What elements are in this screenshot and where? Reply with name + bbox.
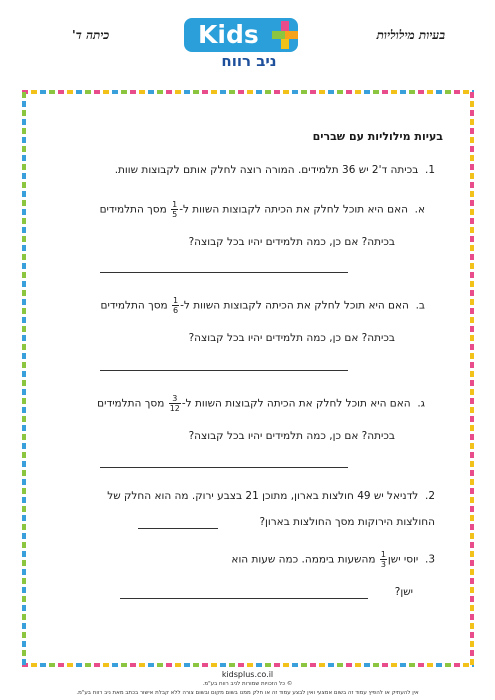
fraction xyxy=(171,200,178,219)
footer-url[interactable]: kidsplus.co.il xyxy=(221,670,274,679)
question-1c xyxy=(97,394,425,413)
question-number: 1. xyxy=(424,164,435,176)
fraction-numerator: 1 xyxy=(172,200,178,209)
frame-right-border xyxy=(470,92,474,667)
answer-line[interactable] xyxy=(138,528,218,529)
question-2 xyxy=(107,490,435,502)
frame-left-border xyxy=(22,92,26,667)
question-1b xyxy=(101,296,426,315)
question-3 xyxy=(231,550,435,569)
fraction-denominator: 3 xyxy=(380,560,386,569)
part-text: האם היא תוכל לחלק את הכיתה לקבוצות השוות ל- xyxy=(181,397,411,410)
logo-subtext: ניב רווח xyxy=(221,52,277,70)
question-number: 2. xyxy=(424,490,435,502)
question-1a-line2: בכיתה? אם כן, כמה תלמידים יהיו בכל קבוצה? xyxy=(188,236,395,248)
question-text: בכיתה ד'2 יש 36 תלמידים. המורה רוצה לחלק אותם לקבוצות שוות. xyxy=(114,164,419,176)
worksheet-title: בעיות מילוליות עם שברים xyxy=(312,130,443,143)
fraction-numerator: 3 xyxy=(169,394,181,404)
footer-copyright: © כל הזכויות שמורות לניב רווח בע"מ. xyxy=(202,681,293,687)
fraction-denominator: 12 xyxy=(169,404,180,413)
question-1a xyxy=(100,200,425,219)
part-letter: א. xyxy=(414,203,425,216)
frame-top-border xyxy=(22,90,474,94)
header-class: כיתה ד' xyxy=(72,28,110,42)
part-letter: ג. xyxy=(417,397,425,410)
answer-line[interactable] xyxy=(120,598,368,599)
question-1c-line2: בכיתה? אם כן, כמה תלמידים יהיו בכל קבוצה? xyxy=(188,430,395,442)
part-text: האם היא תוכל לחלק את הכיתה לקבוצות השוות ל- xyxy=(179,203,408,216)
fraction-numerator: 1 xyxy=(173,296,179,305)
frame-bottom-border xyxy=(22,663,474,667)
question-text: יוסי ישן xyxy=(387,553,419,566)
question-text: לדניאל יש 49 חולצות בארון, מתוכן 21 בצבע ירוק. מה הוא החלק של xyxy=(107,490,419,502)
fraction xyxy=(169,394,181,413)
fraction-denominator: 6 xyxy=(173,306,179,315)
fraction-numerator: 1 xyxy=(380,550,386,559)
plus-icon xyxy=(272,21,298,49)
answer-line[interactable] xyxy=(100,370,348,371)
question-1 xyxy=(115,164,435,176)
question-text-after: מהשעות ביממה. כמה שעות הוא xyxy=(231,553,376,566)
fraction xyxy=(172,296,179,315)
part-text: האם היא תוכל לחלק את הכיתה לקבוצות השוות ל- xyxy=(180,299,409,312)
answer-line[interactable] xyxy=(100,467,348,468)
fraction xyxy=(380,550,387,569)
question-1b-line2: בכיתה? אם כן, כמה תלמידים יהיו בכל קבוצה? xyxy=(188,332,395,344)
question-2-line2: החולצות הירוקות מסך החולצות בארון? xyxy=(259,516,435,528)
logo-kids-text: Kids xyxy=(184,18,298,52)
part-text-after: מסך התלמידים xyxy=(99,203,167,216)
header-title: בעיות מילוליות xyxy=(376,28,445,42)
footer-notice: אין להעתיק או להפיץ עמוד זה בשום אמצעי ואין לבצע עמוד זה או חלק ממנו בשום מקום ובשום צורה ללא קבלת אישור בכתב מאת ניב רווח בע"מ. xyxy=(76,690,419,696)
question-3-line2: ישן? xyxy=(394,586,413,598)
answer-line[interactable] xyxy=(100,272,348,273)
part-text-after: מסך התלמידים xyxy=(100,299,168,312)
kids-plus-logo xyxy=(184,18,304,72)
question-number: 3. xyxy=(424,553,435,566)
fraction-denominator: 5 xyxy=(172,210,178,219)
part-letter: ב. xyxy=(415,299,425,312)
part-text-after: מסך התלמידים xyxy=(97,397,165,410)
